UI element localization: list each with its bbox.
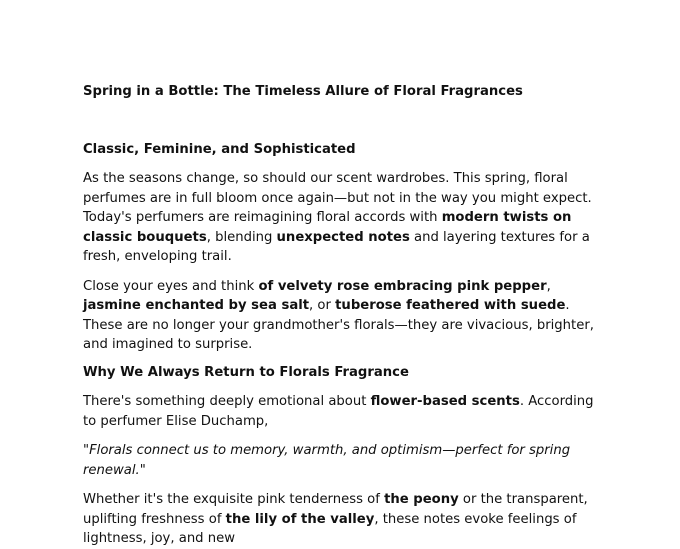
- bold-phrase: the lily of the valley: [225, 511, 375, 527]
- paragraph-emotional: There's something deeply emotional about flower-based scents. According to perfumer Elise Duchamp,: [83, 394, 594, 429]
- bold-phrase: tuberose feathered with suede: [335, 298, 566, 313]
- article-title: Spring in a Bottle: The Timeless Allure of Floral Fragrances: [83, 84, 523, 99]
- bold-phrase: flower-based scents: [370, 394, 520, 409]
- bold-phrase: jasmine enchanted by sea salt: [83, 298, 310, 313]
- bold-phrase: unexpected notes: [276, 229, 410, 245]
- paragraph-intro: As the seasons change, so should our scent wardrobes. This spring, floral perfumes are in full bloom once again—but not in the way you might expect. Today's perfumers are reimagining floral accords with modern twists on classic bouquets, blending unexpected notes and layering textures for a fresh, enveloping trail.: [83, 171, 592, 264]
- bold-phrase: modern twists on classic bouquets: [83, 210, 572, 245]
- bold-phrase: the peony: [384, 492, 459, 507]
- paragraph-imagine: Close your eyes and think of velvety rose embracing pink pepper, jasmine enchanted by sea salt, or tuberose feathered with suede. These are no longer your grandmother's florals—they are vivacious, brighter, and imagined to surprise.: [83, 278, 594, 352]
- section-heading-classic: Classic, Feminine, and Sophisticated: [83, 141, 356, 157]
- article-body: [83, 82, 603, 549]
- quote-elise-duchamp: "Florals connect us to memory, warmth, and optimism—perfect for spring renewal.": [83, 443, 571, 478]
- section-heading-why: Why We Always Return to Florals Fragrance: [83, 364, 409, 380]
- paragraph-peony: Whether it's the exquisite pink tenderness of the peony or the transparent, uplifting freshness of the lily of the valley, these notes evoke feelings of lightness, joy, and new: [83, 492, 588, 546]
- bold-phrase: of velvety rose embracing pink pepper: [258, 278, 547, 294]
